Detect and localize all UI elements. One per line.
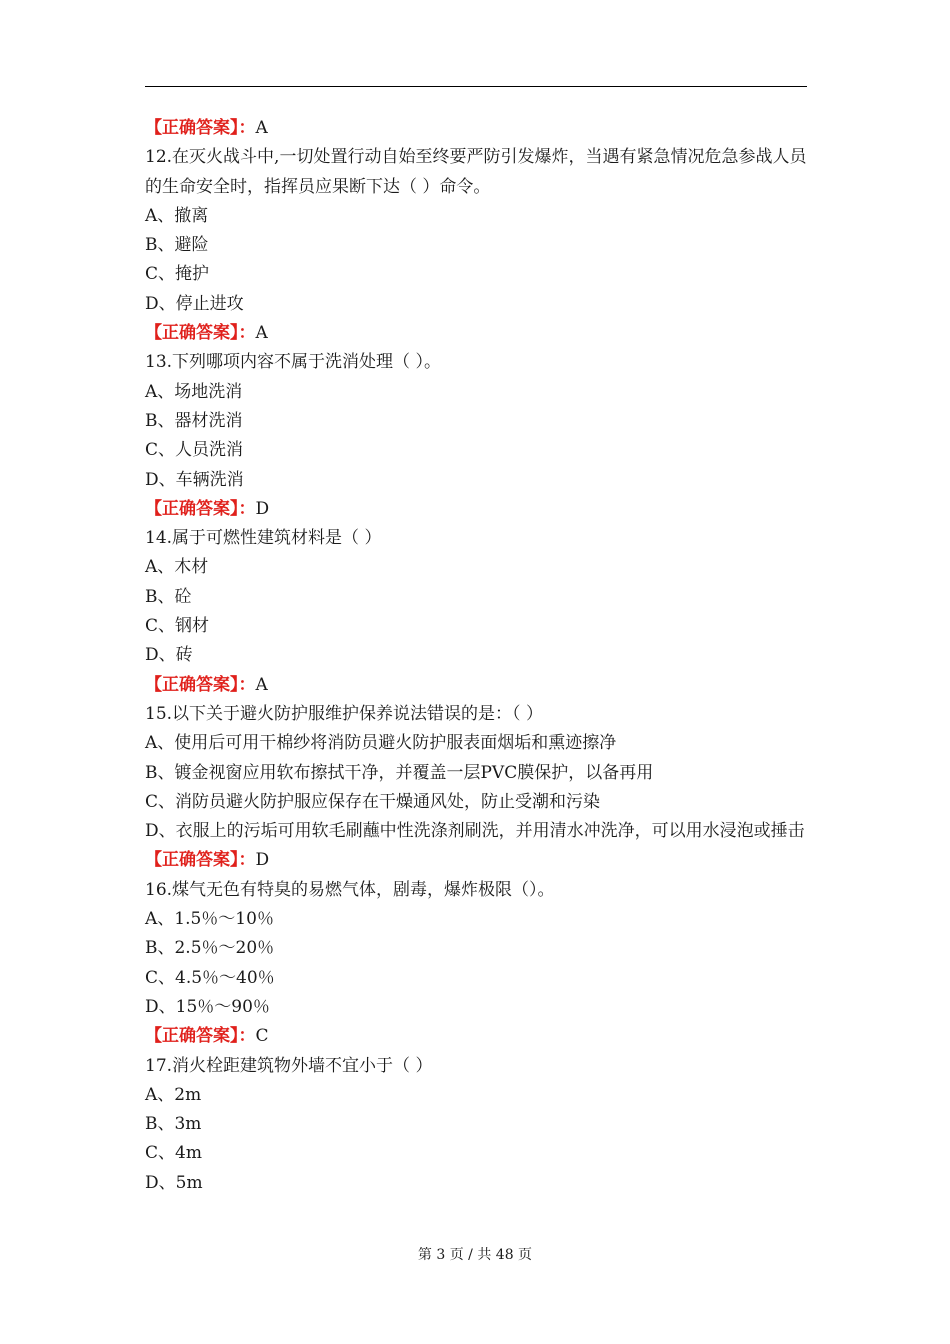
option-text: A、1.5％～10％ — [145, 909, 274, 930]
answer-label: 【正确答案】： — [145, 1026, 256, 1047]
question-text: 12.在灭火战斗中,一切处置行动自始至终要严防引发爆炸，当遇有紧急情况危急参战人员的生命安全时，指挥员应果断下达（ ）命令。 — [145, 147, 807, 197]
question-text: 13.下列哪项内容不属于洗消处理（ ）。 — [145, 352, 441, 373]
answer-label: 【正确答案】： — [145, 498, 256, 519]
answer-value: D — [255, 498, 270, 519]
option-text: D、衣服上的污垢可用软毛刷蘸中性洗涤剂刷洗，并用清水冲洗净，可以用水浸泡或捶击 — [145, 821, 805, 842]
option-text: B、2.5％～20％ — [145, 938, 275, 959]
question-text: 15.以下关于避火防护服维护保养说法错误的是：（ ） — [145, 703, 543, 724]
page-footer: 第 3 页 / 共 48 页 — [417, 1247, 533, 1263]
option-text: C、钢材 — [145, 616, 210, 637]
answer-label: 【正确答案】： — [145, 118, 256, 138]
option-text: B、避险 — [145, 235, 209, 256]
answer-value: A — [255, 674, 268, 695]
option-text: A、撤离 — [145, 205, 209, 226]
option-text: D、车辆洗消 — [145, 469, 244, 490]
document-body — [145, 114, 807, 1198]
answer-value: D — [255, 850, 270, 871]
option-text: B、器材洗消 — [145, 410, 243, 431]
header-rule — [145, 86, 807, 87]
answer-label: 【正确答案】： — [145, 850, 256, 871]
option-text: C、4m — [145, 1143, 202, 1164]
answer-value: A — [255, 118, 268, 138]
answer-value: C — [255, 1026, 269, 1047]
option-text: D、5m — [145, 1172, 203, 1193]
question-text: 17.消火栓距建筑物外墙不宜小于（ ） — [145, 1055, 433, 1076]
option-text: C、4.5％～40％ — [145, 967, 275, 988]
option-text: C、掩护 — [145, 264, 210, 285]
question-text: 16.煤气无色有特臭的易燃气体，剧毒，爆炸极限（）。 — [145, 879, 555, 900]
answer-line — [145, 495, 807, 524]
option-text: D、砖 — [145, 645, 193, 666]
answer-line — [145, 319, 807, 348]
option-text: C、人员洗消 — [145, 440, 244, 461]
answer-value: A — [255, 323, 268, 344]
option-text: D、停止进攻 — [145, 293, 244, 314]
answer-label: 【正确答案】： — [145, 674, 256, 695]
option-text: A、场地洗消 — [145, 381, 243, 402]
question-text: 14.属于可燃性建筑材料是（ ） — [145, 528, 382, 549]
answer-line — [145, 671, 807, 700]
option-text: B、3m — [145, 1114, 202, 1135]
answer-line — [145, 1022, 807, 1051]
option-text: B、砼 — [145, 586, 192, 607]
option-text: B、镀金视窗应用软布擦拭干净，并覆盖一层PVC膜保护，以备再用 — [145, 762, 654, 783]
answer-line — [145, 846, 807, 875]
option-text: A、使用后可用干棉纱将消防员避火防护服表面烟垢和熏迹擦净 — [145, 733, 617, 754]
option-text: A、木材 — [145, 557, 209, 578]
option-text: A、2m — [145, 1084, 202, 1105]
option-text: D、15％～90％ — [145, 996, 270, 1017]
answer-label: 【正确答案】： — [145, 323, 256, 344]
option-text: C、消防员避火防护服应保存在干燥通风处，防止受潮和污染 — [145, 791, 601, 812]
answer-line — [145, 114, 807, 143]
